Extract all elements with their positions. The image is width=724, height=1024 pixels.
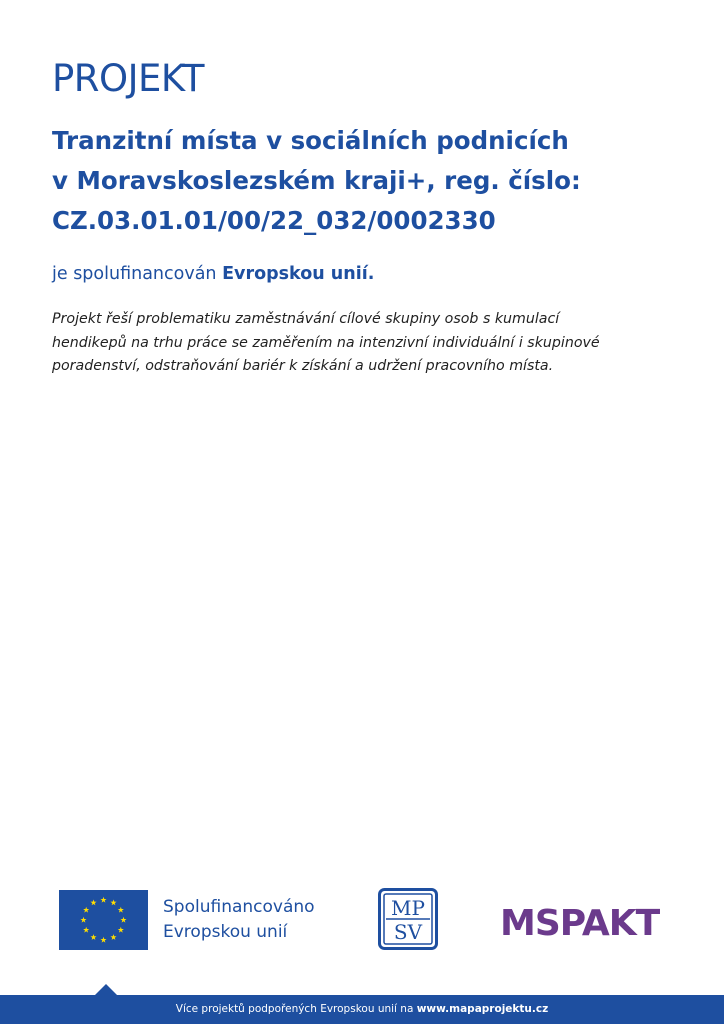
eu-flag-logo: [59, 890, 148, 950]
mpsv-logo: [378, 888, 438, 950]
eu-text-line: Evropskou unií: [163, 922, 288, 942]
eu-text-line: Spolufinancováno: [163, 897, 315, 917]
eu-cofinanced-text: [163, 895, 315, 945]
footer-notch: [95, 984, 117, 995]
description-line: Projekt řeší problematiku zaměstnávání cílové skupiny osob s kumulací: [52, 311, 560, 327]
project-title-line: CZ.03.01.01/00/22_032/0002330: [52, 206, 496, 235]
eu-stars-icon: [59, 890, 148, 950]
project-title-line: v Moravskoslezském kraji+, reg. číslo:: [52, 166, 581, 195]
description-line: hendikepů na trhu práce se zaměřením na intenzivní individuální i skupinové: [52, 334, 600, 351]
cofinancing-statement: [52, 260, 374, 288]
project-title-line: Tranzitní místa v sociálních podnicích: [52, 126, 569, 155]
description-line: poradenství, odstraňování bariér k získání a udržení pracovního místa.: [52, 358, 554, 374]
cofinancing-emphasis: Evropskou unií.: [222, 264, 375, 284]
footer-prefix: Více projektů podpořených Evropskou unií na: [175, 1003, 417, 1015]
mpsv-logo-top: MP: [391, 896, 425, 920]
project-title: [52, 121, 692, 241]
mspakt-logo-text: MSPAKT: [500, 903, 660, 944]
cofinancing-prefix: je spolufinancován: [52, 264, 223, 284]
mspakt-logo: [500, 898, 675, 944]
page-heading: PROJEKT: [52, 57, 204, 100]
footer-link[interactable]: www.mapaprojektu.cz: [416, 1003, 549, 1015]
footer-text: [0, 995, 724, 1024]
mpsv-logo-bottom: SV: [393, 920, 423, 944]
project-description: [52, 308, 692, 379]
